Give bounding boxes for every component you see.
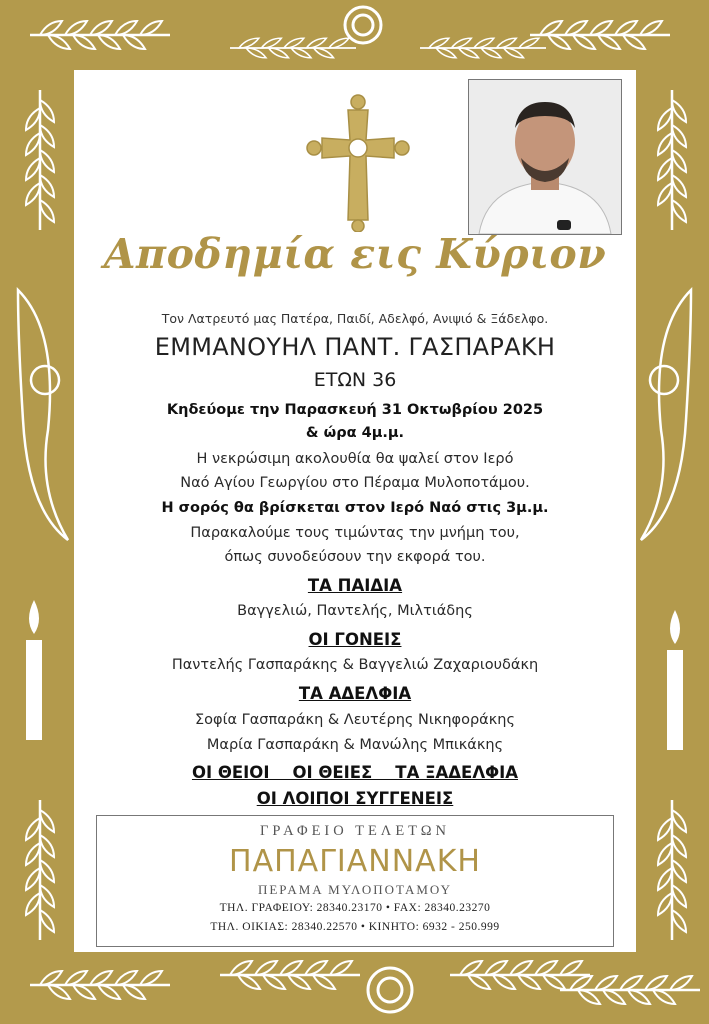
olive-branch-icon — [450, 961, 590, 989]
request-text: Παρακαλούμε τους τιμώντας την μνήμη του, — [190, 525, 520, 541]
olive-branch-icon — [658, 800, 686, 940]
olive-branch-icon — [26, 800, 54, 940]
funeral-office-box — [96, 815, 614, 947]
siblings-line-2: Μαρία Γασπαράκη & Μανώλης Μπικάκης — [206, 737, 504, 753]
office-phones: ΤΗΛ. ΓΡΑΦΕΙΟΥ: 28340.23170 • FAX: 28340.23270 — [219, 902, 491, 914]
title-heading: Αποδημία εις Κύριον — [103, 230, 607, 278]
olive-branch-icon — [30, 971, 170, 999]
office-name: ΠΑΠΑΓΙΑΝΝΑΚΗ — [229, 844, 481, 879]
request-text-2: όπως συνοδεύσουν την εκφορά του. — [224, 549, 486, 565]
parents-names: Παντελής Γασπαράκης & Βαγγελιώ Ζαχαριουδάκη — [171, 657, 539, 673]
intro-text: Τον Λατρευτό μας Πατέρα, Παιδί, Αδελφό, Ανιψιό & Ξάδελφο. — [161, 311, 549, 326]
age-text: ΕΤΩΝ 36 — [313, 369, 397, 391]
other-relatives-heading: ΟΙ ΛΟΙΠΟΙ ΣΥΓΓΕΝΕΙΣ — [256, 789, 454, 808]
funeral-date: Κηδεύομε την Παρασκευή 31 Οκτωβρίου 2025 — [166, 402, 544, 418]
office-phones-2: ΤΗΛ. ΟΙΚΙΑΣ: 28340.22570 • ΚΙΝΗΤΟ: 6932 - 250.999 — [210, 921, 500, 933]
olive-branch-icon — [420, 38, 546, 58]
siblings-heading: ΤΑ ΑΔΕΛΦΙΑ — [298, 684, 412, 703]
olive-branch-icon — [26, 90, 54, 230]
coffin-text: Η σορός θα βρίσκεται στον Ιερό Ναό στις 3μ.μ. — [161, 500, 549, 516]
parents-heading: ΟΙ ΓΟΝΕΙΣ — [308, 630, 402, 649]
office-label: ΓΡΑΦΕΙΟ ΤΕΛΕΤΩΝ — [259, 823, 451, 839]
cross-icon — [306, 92, 410, 232]
service-text: Η νεκρώσιμη ακολουθία θα ψαλεί στον Ιερό — [196, 451, 514, 467]
service-location: Ναό Αγίου Γεωργίου στο Πέραμα Μυλοποτάμου. — [180, 475, 530, 491]
children-heading: ΤΑ ΠΑΙΔΙΑ — [307, 576, 403, 595]
olive-branch-icon — [220, 961, 360, 989]
relatives-heading: ΟΙ ΘΕΙΟΙ ΟΙ ΘΕΙΕΣ ΤΑ ΞΑΔΕΛΦΙΑ — [191, 763, 519, 782]
olive-branch-icon — [530, 21, 670, 49]
olive-branch-icon — [230, 38, 356, 58]
olive-branch-icon — [560, 976, 700, 1004]
deceased-name: ΕΜΜΑΝΟΥΗΛ ΠΑΝΤ. ΓΑΣΠΑΡΑΚΗ — [154, 333, 556, 361]
notice-panel — [74, 70, 636, 952]
olive-branch-icon — [658, 90, 686, 230]
office-place: ΠΕΡΑΜΑ ΜΥΛΟΠΟΤΑΜΟΥ — [257, 882, 453, 897]
funeral-time: & ώρα 4μ.μ. — [305, 425, 405, 441]
portrait-photo — [468, 79, 622, 235]
siblings-line-1: Σοφία Γασπαράκη & Λευτέρης Νικηφοράκης — [195, 712, 515, 728]
olive-branch-icon — [30, 21, 170, 49]
children-names: Βαγγελιώ, Παντελής, Μιλτιάδης — [237, 603, 473, 619]
